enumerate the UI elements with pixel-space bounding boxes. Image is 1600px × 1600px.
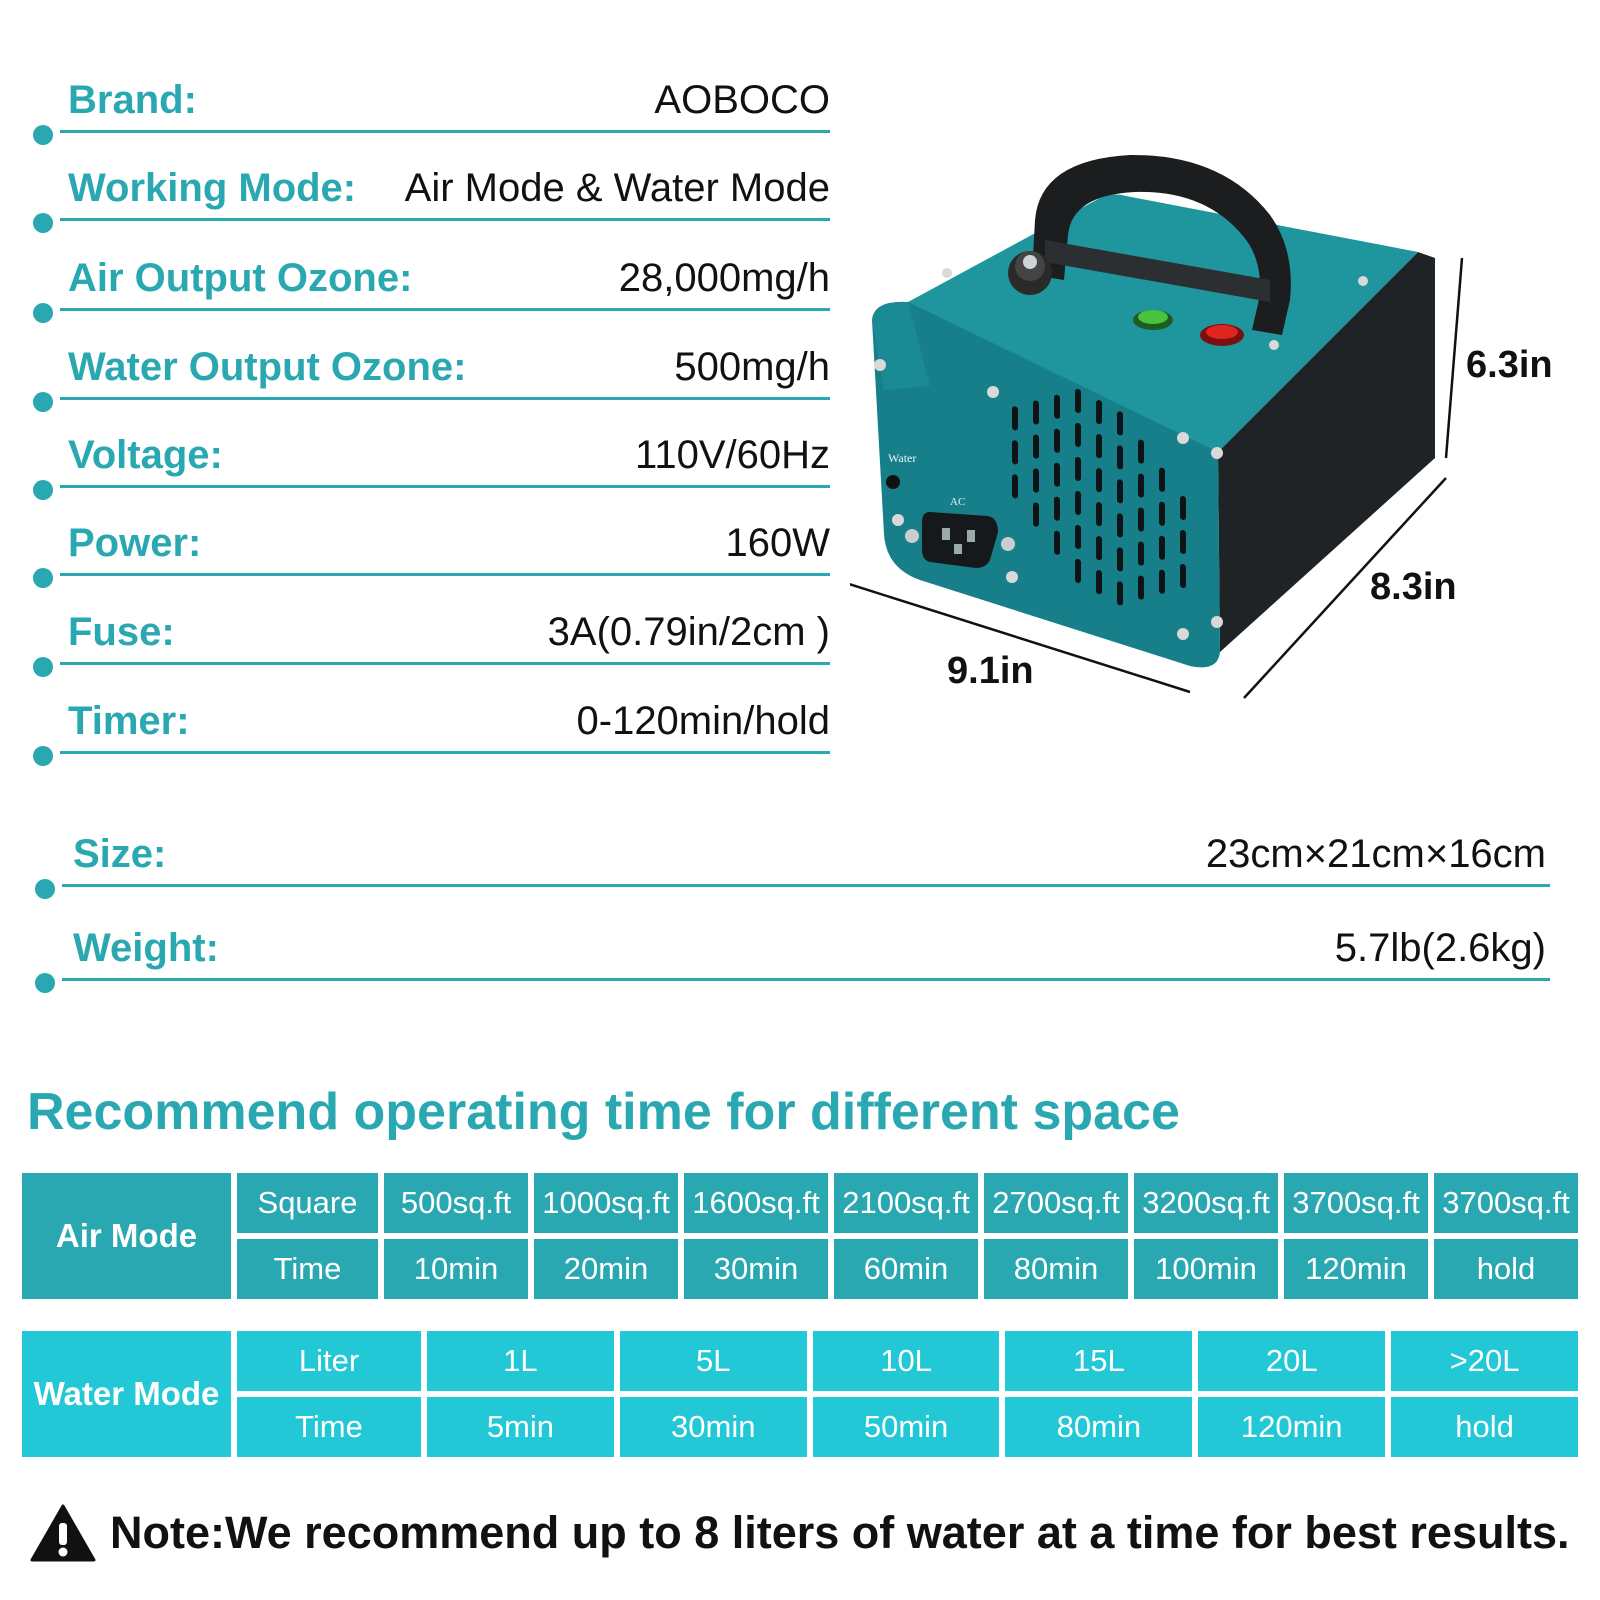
table-cell: 2700sq.ft bbox=[984, 1173, 1128, 1233]
spec-value: 28,000mg/h bbox=[618, 256, 830, 300]
product-illustration bbox=[850, 140, 1590, 730]
bullet-dot bbox=[33, 213, 53, 233]
table-cell: 3700sq.ft bbox=[1284, 1173, 1428, 1233]
table-cell: 10L bbox=[813, 1331, 1000, 1391]
vent-slot bbox=[1138, 439, 1144, 464]
table-row bbox=[22, 1239, 1578, 1299]
vent-slot bbox=[1012, 406, 1018, 431]
note-text: Note:We recommend up to 8 liters of water at a time for best results. bbox=[110, 1507, 1570, 1558]
vent-slot bbox=[1033, 434, 1039, 459]
bullet-dot bbox=[33, 125, 53, 145]
spec-underline bbox=[60, 218, 830, 221]
vent-slot bbox=[1075, 559, 1081, 584]
spec-underline bbox=[60, 573, 830, 576]
table-cell: 50min bbox=[813, 1397, 1000, 1457]
vent-slot bbox=[1054, 428, 1060, 453]
spec-label: Water Output Ozone: bbox=[68, 345, 467, 389]
vent-slot bbox=[1033, 400, 1039, 425]
square-label: Square bbox=[237, 1173, 378, 1233]
vent-slot bbox=[1012, 440, 1018, 465]
bullet-dot bbox=[35, 879, 55, 899]
vent-slot bbox=[1180, 496, 1186, 521]
spec-underline bbox=[60, 662, 830, 665]
table-cell: 15L bbox=[1005, 1331, 1192, 1391]
liter-label: Liter bbox=[237, 1331, 421, 1391]
spec-underline bbox=[60, 308, 830, 311]
vent-slot bbox=[1075, 389, 1081, 414]
vent-slot bbox=[1117, 581, 1123, 606]
table-cell: 20min bbox=[534, 1239, 678, 1299]
table-cell: 10min bbox=[384, 1239, 528, 1299]
time-label: Time bbox=[237, 1239, 378, 1299]
spec-label: Weight: bbox=[73, 926, 219, 970]
vent-slot bbox=[1159, 535, 1165, 560]
table-cell: 30min bbox=[684, 1239, 828, 1299]
vent-slot bbox=[1012, 474, 1018, 499]
vent-slot bbox=[1096, 536, 1102, 561]
height-dimension: 6.3in bbox=[1466, 344, 1553, 386]
table-cell: 3700sq.ft bbox=[1434, 1173, 1578, 1233]
table-cell: 1L bbox=[427, 1331, 614, 1391]
vent-slot bbox=[1180, 564, 1186, 589]
vent-slot bbox=[1117, 547, 1123, 572]
spec-row-fuse bbox=[60, 605, 830, 665]
bullet-dot bbox=[33, 480, 53, 500]
air-mode-header: Air Mode bbox=[22, 1173, 231, 1299]
vent-slot bbox=[1159, 467, 1165, 492]
table-row bbox=[22, 1173, 1578, 1233]
spec-row-size bbox=[62, 827, 1550, 887]
spec-underline bbox=[60, 485, 830, 488]
spec-value: 500mg/h bbox=[674, 345, 830, 389]
spec-underline bbox=[62, 884, 1550, 887]
water-mode-header: Water Mode bbox=[22, 1331, 231, 1457]
vent-slot bbox=[1075, 423, 1081, 448]
vent-slot bbox=[1180, 530, 1186, 555]
bullet-dot bbox=[33, 657, 53, 677]
vent-slot bbox=[1054, 394, 1060, 419]
bullet-dot bbox=[33, 392, 53, 412]
spec-label: Voltage: bbox=[68, 433, 223, 477]
spec-row-brand bbox=[60, 73, 830, 133]
table-cell: 500sq.ft bbox=[384, 1173, 528, 1233]
vent-slot bbox=[1033, 468, 1039, 493]
spec-row-timer bbox=[60, 694, 830, 754]
vent-slot bbox=[1096, 400, 1102, 425]
spec-value: 110V/60Hz bbox=[635, 433, 830, 477]
table-cell: 20L bbox=[1198, 1331, 1385, 1391]
table-cell: 1000sq.ft bbox=[534, 1173, 678, 1233]
table-cell: 100min bbox=[1134, 1239, 1278, 1299]
table-cell: hold bbox=[1434, 1239, 1578, 1299]
table-row bbox=[22, 1331, 1578, 1391]
spec-value: 23cm×21cm×16cm bbox=[1205, 832, 1546, 876]
table-cell: 60min bbox=[834, 1239, 978, 1299]
bullet-dot bbox=[33, 303, 53, 323]
table-cell: 3200sq.ft bbox=[1134, 1173, 1278, 1233]
spec-row-power bbox=[60, 516, 830, 576]
spec-row-air-output bbox=[60, 251, 830, 311]
vent-slot bbox=[1117, 411, 1123, 436]
spec-label: Air Output Ozone: bbox=[68, 256, 413, 300]
vent-slot bbox=[1159, 569, 1165, 594]
table-cell: 5min bbox=[427, 1397, 614, 1457]
depth-dimension: 8.3in bbox=[1370, 566, 1457, 608]
vent-slot bbox=[1033, 502, 1039, 527]
spec-label: Timer: bbox=[68, 699, 190, 743]
time-label: Time bbox=[237, 1397, 421, 1457]
vent-slot bbox=[1159, 501, 1165, 526]
vent-slot bbox=[1075, 457, 1081, 482]
water-mode-table bbox=[16, 1325, 1584, 1463]
spec-label: Power: bbox=[68, 521, 202, 565]
vent-slot bbox=[1138, 575, 1144, 600]
vent-slot bbox=[1075, 525, 1081, 550]
bullet-dot bbox=[35, 973, 55, 993]
spec-value: Air Mode & Water Mode bbox=[404, 166, 830, 210]
vent-slot bbox=[1096, 502, 1102, 527]
table-cell: 80min bbox=[1005, 1397, 1192, 1457]
spec-value: 160W bbox=[725, 521, 830, 565]
table-cell: 120min bbox=[1198, 1397, 1385, 1457]
vent-slot bbox=[1138, 507, 1144, 532]
vent-slot bbox=[1096, 468, 1102, 493]
spec-value: AOBOCO bbox=[654, 78, 830, 122]
spec-underline bbox=[62, 978, 1550, 981]
spec-row-water-output bbox=[60, 340, 830, 400]
spec-value: 3A(0.79in/2cm ) bbox=[547, 610, 830, 654]
vent-slot bbox=[1138, 473, 1144, 498]
spec-value: 5.7lb(2.6kg) bbox=[1334, 926, 1546, 970]
table-cell: 1600sq.ft bbox=[684, 1173, 828, 1233]
vent-slot bbox=[1117, 445, 1123, 470]
spec-underline bbox=[60, 130, 830, 133]
vent-slot bbox=[1054, 496, 1060, 521]
vent-slot bbox=[1117, 479, 1123, 504]
vent-slot bbox=[1138, 541, 1144, 566]
air-mode-table bbox=[16, 1167, 1584, 1305]
table-cell: 30min bbox=[620, 1397, 807, 1457]
table-row bbox=[22, 1397, 1578, 1457]
note-banner bbox=[30, 1503, 1570, 1563]
table-cell: 5L bbox=[620, 1331, 807, 1391]
warning-icon bbox=[30, 1503, 96, 1563]
table-cell: 120min bbox=[1284, 1239, 1428, 1299]
vent-slot bbox=[1054, 462, 1060, 487]
vent-slot bbox=[1096, 570, 1102, 595]
spec-label: Working Mode: bbox=[68, 166, 357, 210]
table-cell: >20L bbox=[1391, 1331, 1578, 1391]
table-cell: hold bbox=[1391, 1397, 1578, 1457]
water-port-label: Water bbox=[888, 451, 917, 465]
spec-underline bbox=[60, 397, 830, 400]
table-cell: 2100sq.ft bbox=[834, 1173, 978, 1233]
spec-label: Size: bbox=[73, 832, 167, 876]
bullet-dot bbox=[33, 746, 53, 766]
spec-row-weight bbox=[62, 921, 1550, 981]
spec-row-voltage bbox=[60, 428, 830, 488]
spec-underline bbox=[60, 751, 830, 754]
width-dimension: 9.1in bbox=[947, 650, 1034, 692]
bullet-dot bbox=[33, 568, 53, 588]
spec-label: Fuse: bbox=[68, 610, 175, 654]
table-cell: 80min bbox=[984, 1239, 1128, 1299]
vent-slot bbox=[1117, 513, 1123, 538]
spec-row-working-mode bbox=[60, 161, 830, 221]
ac-port-label: AC bbox=[950, 496, 966, 508]
ozone-generator-image bbox=[850, 140, 1590, 730]
vent-slot bbox=[1054, 530, 1060, 555]
vent-slot bbox=[1096, 434, 1102, 459]
section-title: Recommend operating time for different space bbox=[27, 1083, 1180, 1141]
spec-value: 0-120min/hold bbox=[576, 699, 830, 743]
spec-label: Brand: bbox=[68, 78, 197, 122]
vent-slot bbox=[1075, 491, 1081, 516]
